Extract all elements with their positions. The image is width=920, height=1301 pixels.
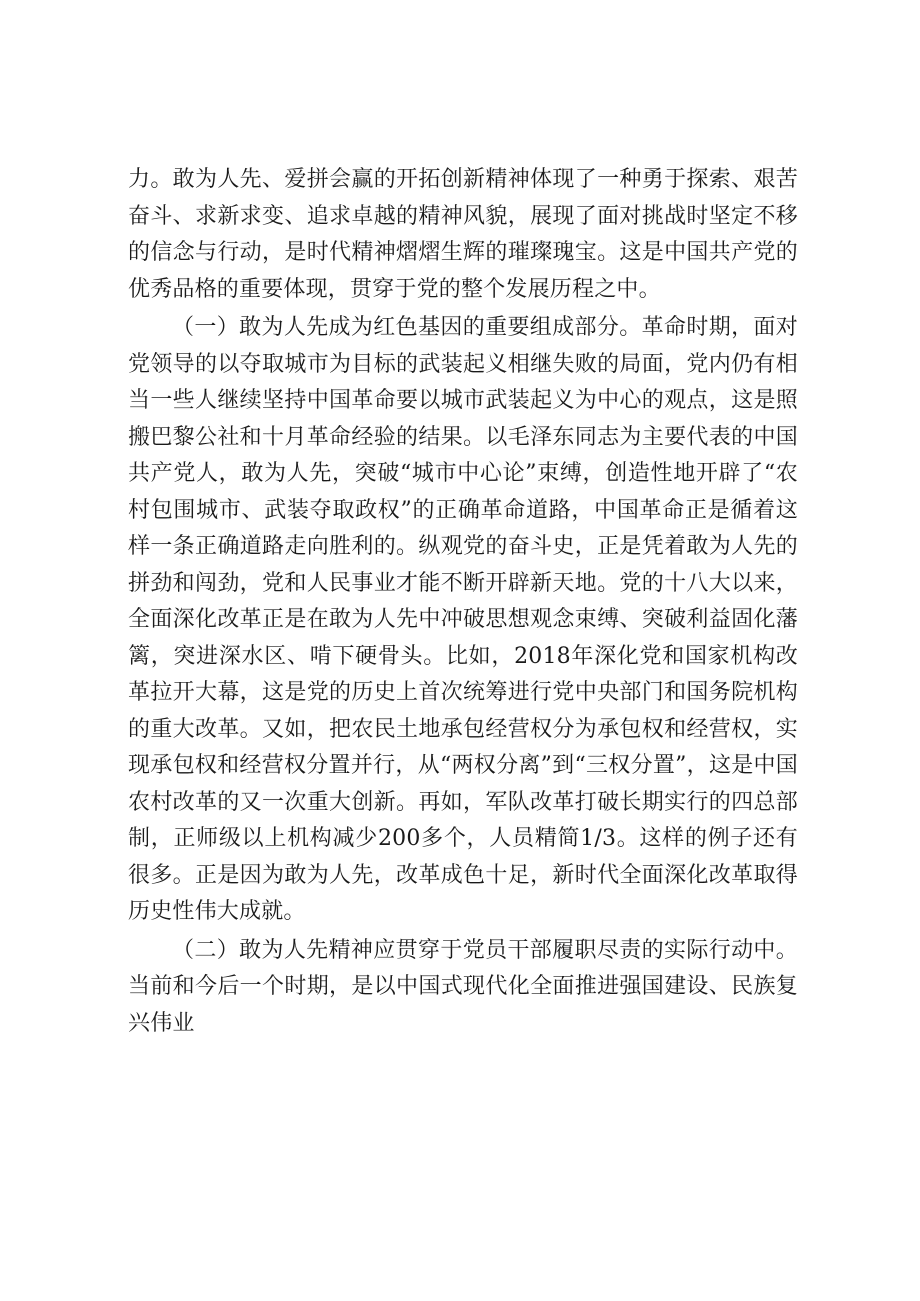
paragraph-section-two: （二）敢为人先精神应贯穿于党员干部履职尽责的实际行动中。当前和今后一个时期，是以中国式现代化全面推进强国建设、民族复兴伟业 (128, 937, 798, 1036)
paragraph-section-one: （一）敢为人先成为红色基因的重要组成部分。革命时期，面对党领导的以夺取城市为目标的武装起义相继失败的局面，党内仍有相当一些人继续坚持中国革命要以城市武装起义为中心的观点，这是照搬巴黎公社和十月革命经验的结果。以毛泽东同志为主要代表的中国共产党人，敢为人先，突破“城市中心论”束缚，创造性地开辟了“农村包围城市、武装夺取政权”的正确革命道路，中国革命正是循着这样一条正确道路走向胜利的。纵观党的奋斗史，正是凭着敢为人先的拼劲和闯劲，党和人民事业才能不断开辟新天地。党的十八大以来，全面深化改革正是在敢为人先中冲破思想观念束缚、突破利益固化藩篱，突进深水区、啃下硬骨头。比如，2018年深化党和国家机构改革拉开大幕，这是党的历史上首次统筹进行党中央部门和国务院机构的重大改革。又如，把农民土地承包经营权分为承包权和经营权，实现承包权和经营权分置并行，从“两权分离”到“三权分置”，这是中国农村改革的又一次重大创新。再如，军队改革打破长期实行的四总部制，正师级以上机构减少200多个，人员精简1/3。这样的例子还有很多。正是因为敢为人先，改革成色十足，新时代全面深化改革取得历史性伟大成就。 (128, 315, 798, 924)
paragraph-continuation: 力。敢为人先、爱拼会赢的开拓创新精神体现了一种勇于探索、艰苦奋斗、求新求变、追求卓越的精神风貌，展现了面对挑战时坚定不移的信念与行动，是时代精神熠熠生辉的璀璨瑰宝。这是中国共产党的优秀品格的重要体现，贯穿于党的整个发展历程之中。 (128, 167, 798, 302)
document-body (128, 162, 798, 1042)
